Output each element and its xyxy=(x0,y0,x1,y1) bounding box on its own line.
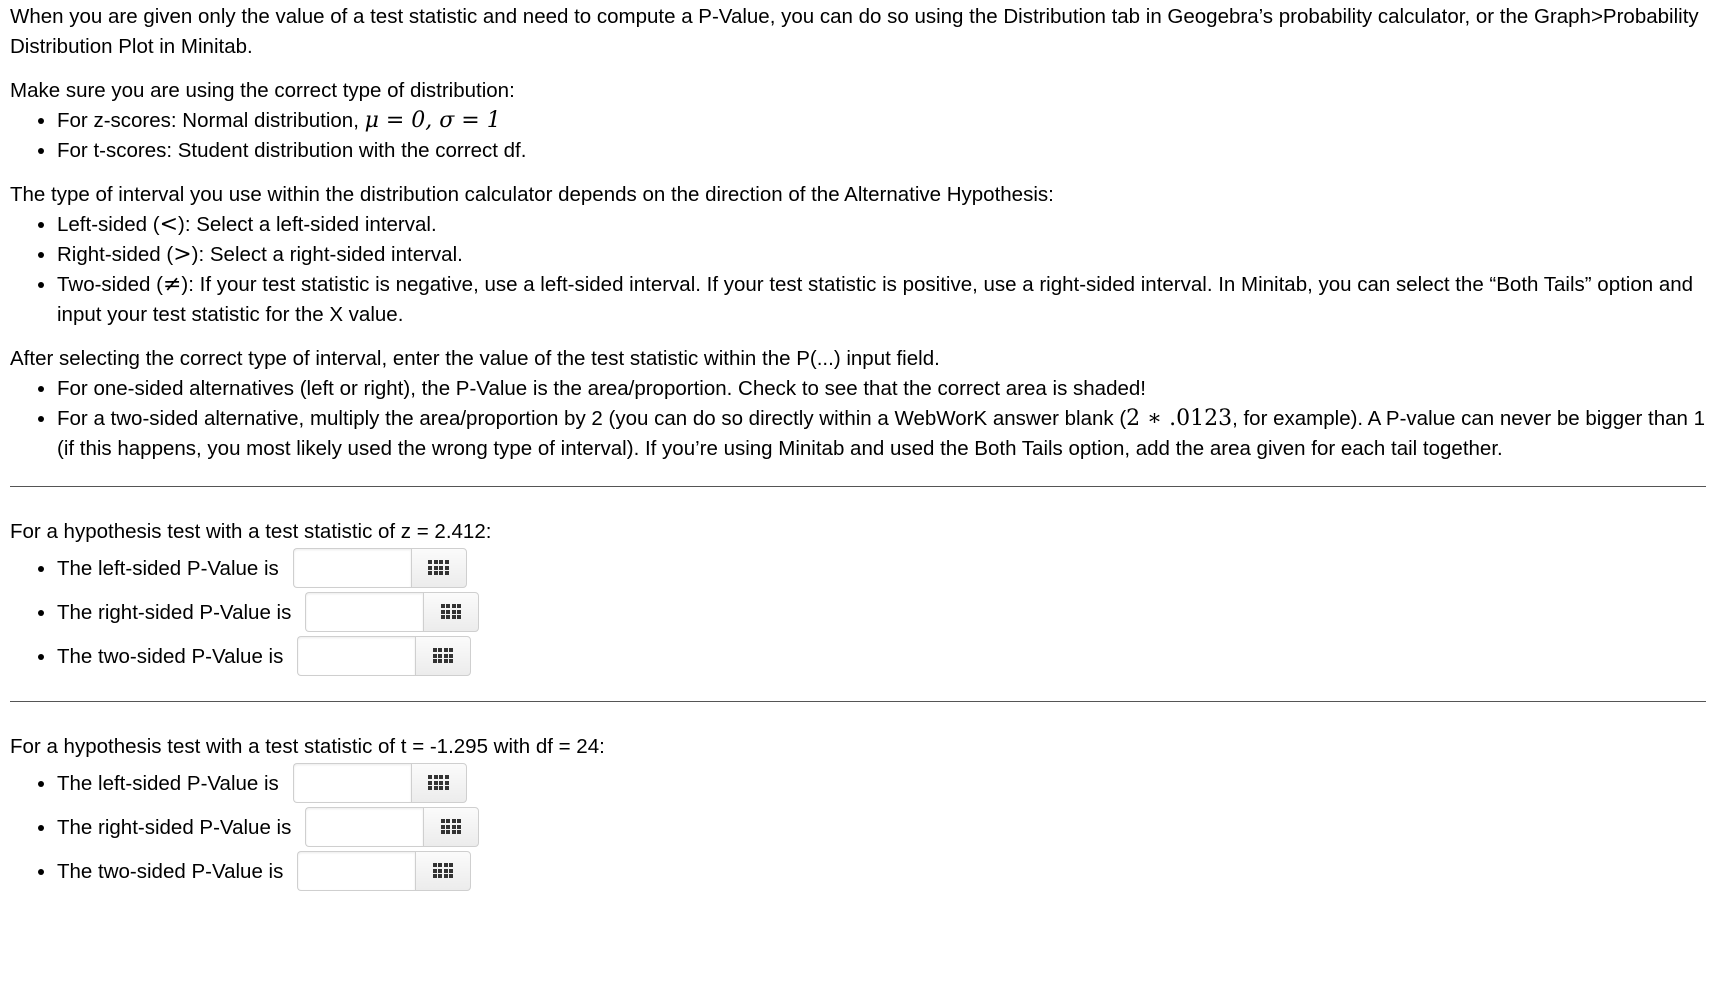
equation-palette-button[interactable] xyxy=(411,548,467,588)
grid-icon xyxy=(428,775,449,790)
grid-icon xyxy=(441,604,462,619)
equation-palette-button[interactable] xyxy=(411,763,467,803)
list-item xyxy=(57,547,1706,591)
distribution-lead: Make sure you are using the correct type of distribution: xyxy=(10,79,515,102)
answer-input-right-z[interactable] xyxy=(305,592,423,632)
distribution-list xyxy=(10,106,1706,166)
answer-input-two-t[interactable] xyxy=(297,851,415,891)
answer-label: The two-sided P-Value is xyxy=(57,645,284,668)
answer-group xyxy=(293,548,467,588)
math-expression: μ = 0, σ = 1 xyxy=(364,108,501,133)
question-lead: For a hypothesis test with a test statistic of t = -1.295 with df = 24: xyxy=(10,735,605,758)
answer-input-right-t[interactable] xyxy=(305,807,423,847)
interval-section xyxy=(10,180,1706,330)
entry-list xyxy=(10,374,1706,464)
question-list xyxy=(10,547,1706,679)
divider xyxy=(10,701,1706,702)
equation-palette-button[interactable] xyxy=(423,807,479,847)
list-item: • For a two-sided alternative, multiply the area/proportion by 2 (you can do so directly within a WebWorK answer blank (2 ∗ .0123, for example). A P-value can never be bigger than 1 (if this happens, you most likely used the wrong type of interval). If you’re using Minitab and used the Both Tails option, add the area given for each tail together. xyxy=(57,404,1706,464)
list-item: • Left-sided (<): Select a left-sided interval. xyxy=(57,210,1706,240)
interval-lead: The type of interval you use within the distribution calculator depends on the direction of the Alternative Hypothesis: xyxy=(10,183,1054,206)
answer-label: The right-sided P-Value is xyxy=(57,601,292,624)
answer-group xyxy=(305,592,479,632)
equation-palette-button[interactable] xyxy=(423,592,479,632)
answer-input-two-z[interactable] xyxy=(297,636,415,676)
equation-palette-button[interactable] xyxy=(415,636,471,676)
list-item: • For one-sided alternatives (left or right), the P-Value is the area/proportion. Check to see that the correct area is shaded! xyxy=(57,374,1706,404)
answer-label: The right-sided P-Value is xyxy=(57,816,292,839)
answer-label: The two-sided P-Value is xyxy=(57,860,284,883)
list-item: • Right-sided (>): Select a right-sided interval. xyxy=(57,240,1706,270)
grid-icon xyxy=(433,648,454,663)
question-t xyxy=(10,732,1706,894)
grid-icon xyxy=(433,863,454,878)
list-item xyxy=(57,635,1706,679)
list-item: • For t-scores: Student distribution with the correct df. xyxy=(57,136,1706,166)
list-item xyxy=(57,806,1706,850)
grid-icon xyxy=(428,560,449,575)
list-item: • For z-scores: Normal distribution, μ = 0, σ = 1 xyxy=(57,106,1706,136)
answer-group xyxy=(293,763,467,803)
question-lead: For a hypothesis test with a test statistic of z = 2.412: xyxy=(10,520,492,543)
list-item: • Two-sided (≠): If your test statistic is negative, use a left-sided interval. If your test statistic is positive, use a right-sided interval. In Minitab, you can select the “Both Tails” option and input your test statistic for the X value. xyxy=(57,270,1706,330)
answer-label: The left-sided P-Value is xyxy=(57,557,279,580)
list-item xyxy=(57,850,1706,894)
list-item xyxy=(57,591,1706,635)
grid-icon xyxy=(441,819,462,834)
divider xyxy=(10,486,1706,487)
question-z xyxy=(10,517,1706,679)
interval-list xyxy=(10,210,1706,330)
answer-input-left-t[interactable] xyxy=(293,763,411,803)
answer-input-left-z[interactable] xyxy=(293,548,411,588)
list-item xyxy=(57,762,1706,806)
answer-label: The left-sided P-Value is xyxy=(57,772,279,795)
distribution-section xyxy=(10,76,1706,166)
entry-section xyxy=(10,344,1706,464)
equation-palette-button[interactable] xyxy=(415,851,471,891)
question-list xyxy=(10,762,1706,894)
entry-lead: After selecting the correct type of interval, enter the value of the test statistic within the P(...) input field. xyxy=(10,347,940,370)
answer-group xyxy=(297,851,471,891)
answer-group xyxy=(305,807,479,847)
intro-paragraph: When you are given only the value of a test statistic and need to compute a P-Value, you can do so using the Distribution tab in Geogebra’s probability calculator, or the Graph>Probability Distribution Plot in Minitab. xyxy=(10,5,1699,58)
answer-group xyxy=(297,636,471,676)
math-expression: 2 ∗ .0123 xyxy=(1126,406,1233,431)
